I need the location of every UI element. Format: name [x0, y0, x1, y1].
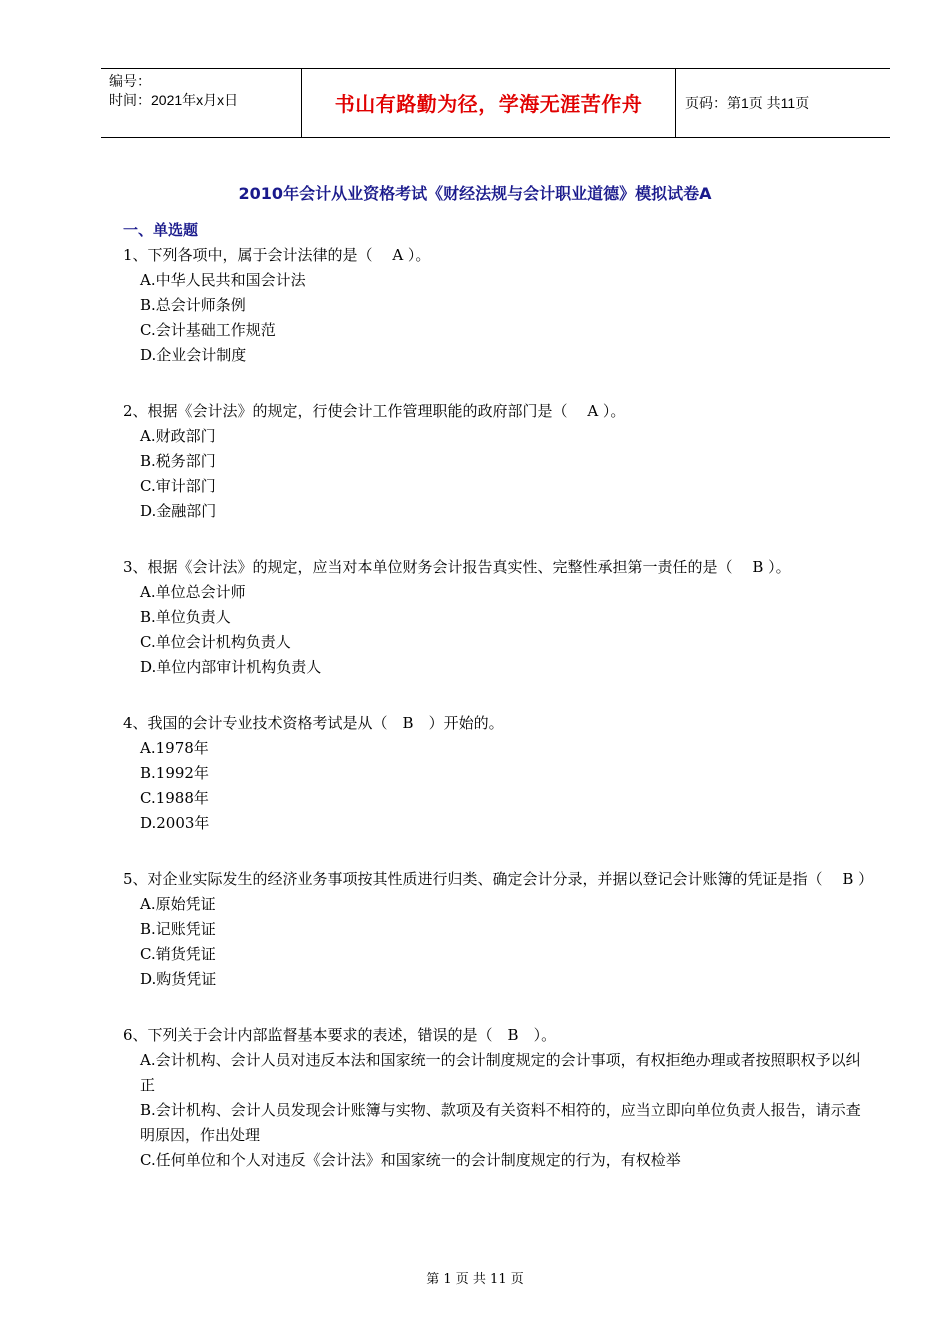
- option-item: B.税务部门: [140, 452, 216, 470]
- option-item: C.审计部门: [140, 477, 216, 495]
- question-item: [123, 243, 871, 368]
- question-stem: 2、根据《会计法》的规定，行使会计工作管理职能的政府部门是（ A ）。: [123, 402, 626, 420]
- option-item: B.单位负责人: [140, 608, 231, 626]
- option-item: D.金融部门: [140, 502, 217, 520]
- option-item: D.购货凭证: [140, 970, 217, 988]
- header-page-info: 页码：第1页 共11页: [685, 95, 810, 111]
- option-item: C.销货凭证: [140, 945, 216, 963]
- question-item: [123, 399, 871, 524]
- option-item: D.企业会计制度: [140, 346, 247, 364]
- option-list: [123, 1048, 871, 1173]
- date-label: 时间：2021年x月x日: [109, 92, 239, 108]
- option-list: [123, 580, 871, 680]
- question-item: [123, 711, 871, 836]
- option-item: A.单位总会计师: [140, 583, 246, 601]
- page-footer: 第 1 页 共 11 页: [426, 1272, 524, 1287]
- option-item: B.记账凭证: [140, 920, 216, 938]
- option-list: [123, 424, 871, 524]
- option-item: B.会计机构、会计人员发现会计账簿与实物、款项及有关资料不相符的，应当立即向单位负责人报告，请示查明原因，作出处理: [140, 1101, 861, 1144]
- section-heading: 一、单选题: [123, 221, 199, 239]
- option-item: A.1978年: [140, 739, 209, 757]
- question-stem: 3、根据《会计法》的规定，应当对本单位财务会计报告真实性、完整性承担第一责任的是（ B ）。: [123, 558, 791, 576]
- option-item: C.任何单位和个人对违反《会计法》和国家统一的会计制度规定的行为，有权检举: [140, 1151, 681, 1169]
- question-stem: 6、下列关于会计内部监督基本要求的表述，错误的是（ B ）。: [123, 1026, 557, 1044]
- option-item: B.1992年: [140, 764, 209, 782]
- option-item: B.总会计师条例: [140, 296, 246, 314]
- question-list: [123, 243, 874, 1204]
- option-item: D.单位内部审计机构负责人: [140, 658, 322, 676]
- header-motto-cell: [302, 69, 676, 137]
- option-item: C.会计基础工作规范: [140, 321, 276, 339]
- option-item: D.2003年: [140, 814, 210, 832]
- question-stem: 4、我国的会计专业技术资格考试是从（ B ）开始的。: [123, 714, 504, 732]
- option-list: [123, 736, 871, 836]
- option-item: C.单位会计机构负责人: [140, 633, 291, 651]
- option-item: A.财政部门: [140, 427, 216, 445]
- question-stem: 1、下列各项中，属于会计法律的是（ A ）。: [123, 246, 431, 264]
- option-item: A.中华人民共和国会计法: [140, 271, 306, 289]
- option-item: A.会计机构、会计人员对违反本法和国家统一的会计制度规定的会计事项，有权拒绝办理或者按照职权予以纠正: [140, 1051, 861, 1094]
- option-list: [123, 892, 871, 992]
- code-label: 编号：: [109, 73, 151, 89]
- option-item: A.原始凭证: [140, 895, 216, 913]
- question-item: [123, 867, 874, 992]
- page-header: [101, 68, 890, 138]
- question-stem: 5、对企业实际发生的经济业务事项按其性质进行归类、确定会计分录，并据以登记会计账簿的凭证是指（ B ）: [123, 870, 874, 888]
- header-meta-cell: [101, 69, 302, 137]
- header-motto: 书山有路勤为径，学海无涯苦作舟: [334, 92, 643, 116]
- question-item: [123, 1023, 871, 1173]
- question-item: [123, 555, 871, 680]
- header-page-cell: [676, 69, 890, 137]
- exam-title: 2010年会计从业资格考试《财经法规与会计职业道德》模拟试卷A: [238, 184, 712, 203]
- option-item: C.1988年: [140, 789, 209, 807]
- option-list: [123, 268, 871, 368]
